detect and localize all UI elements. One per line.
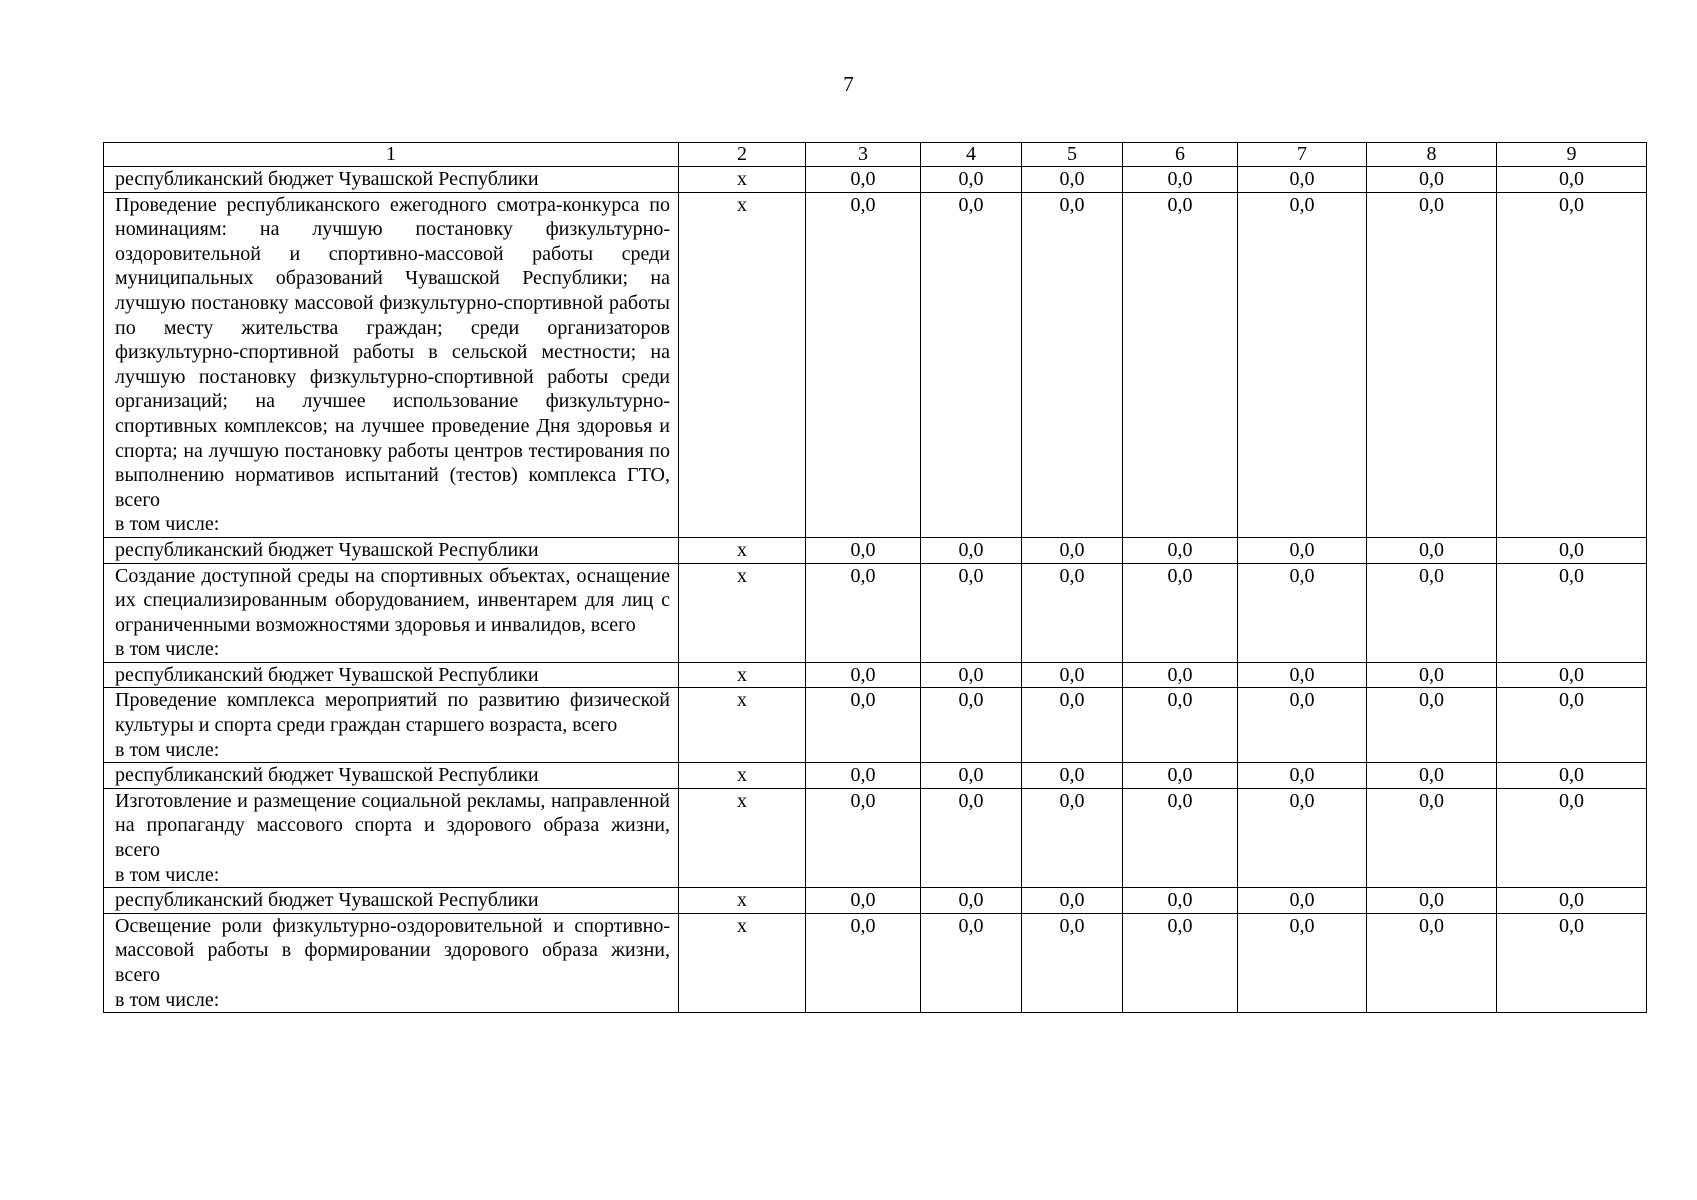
- page-number: 7: [843, 72, 854, 96]
- row-value-cell: 0,0: [1367, 763, 1497, 789]
- row-value-cell: 0,0: [1123, 563, 1238, 662]
- row-value-cell: 0,0: [1238, 888, 1367, 914]
- row-value-cell: 0,0: [1367, 167, 1497, 193]
- row-description: республиканский бюджет Чувашской Республики: [115, 168, 539, 190]
- row-value-cell: 0,0: [1238, 763, 1367, 789]
- row-value-cell: 0,0: [921, 167, 1022, 193]
- row-description: республиканский бюджет Чувашской Республики: [115, 663, 539, 686]
- row-value-cell: 0,0: [1123, 167, 1238, 193]
- row-description: республиканский бюджет Чувашской Республики: [115, 764, 539, 787]
- row-description-cell: [104, 788, 679, 887]
- row-value-cell: 0,0: [1238, 563, 1367, 662]
- row-value-cell: 0,0: [806, 167, 921, 193]
- row-value-cell: 0,0: [921, 688, 1022, 763]
- row-value-cell: 0,0: [921, 662, 1022, 688]
- row-value-cell: 0,0: [1367, 688, 1497, 763]
- row-value-cell: 0,0: [921, 537, 1022, 563]
- row-value-cell: 0,0: [1238, 913, 1367, 1012]
- row-value-cell: 0,0: [1022, 788, 1123, 887]
- row-value-cell: 0,0: [1123, 192, 1238, 537]
- row-sub-label: в том числе:: [115, 988, 220, 1011]
- row-sub-label: в том числе:: [115, 863, 220, 886]
- row-value-cell: 0,0: [1238, 167, 1367, 193]
- row-description: Проведение комплекса мероприятий по развитию физической культуры и спорта среди граждан старшего возраста, всего: [115, 689, 670, 737]
- row-value-cell: 0,0: [1123, 763, 1238, 789]
- row-description-cell: [104, 763, 679, 789]
- row-value-cell: 0,0: [1022, 888, 1123, 914]
- row-description-cell: [104, 662, 679, 688]
- header-cell: 2: [679, 143, 806, 167]
- row-description: Проведение республиканского ежегодного смотра-конкурса по номинациям: на лучшую постановку физкультурно-оздоровительной и спортивно-массовой работы среди муниципальных образований Чувашской Республики; на лучшую постановку массовой физкультурно-спортивной работы по месту жительства граждан; среди организаторов физкультурно-спортивной работы в сельской местности; на лучшую постановку физкультурно-спортивной работы среди организаций; на лучшее использование физкультурно-спортивных комплексов; на лучшее проведение Дня здоровья и спорта; на лучшую постановку работы центров тестирования по выполнению нормативов испытаний (тестов) комплекса ГТО, всего: [115, 193, 670, 511]
- row-value-cell: 0,0: [1367, 913, 1497, 1012]
- row-code-cell: х: [679, 688, 806, 763]
- row-code-cell: х: [679, 888, 806, 914]
- table-row: [104, 537, 1647, 563]
- row-value-cell: 0,0: [806, 563, 921, 662]
- row-value-cell: 0,0: [921, 763, 1022, 789]
- row-description-cell: [104, 167, 679, 193]
- table-row: [104, 888, 1647, 914]
- table-row: [104, 563, 1647, 662]
- row-code-cell: х: [679, 537, 806, 563]
- row-code-cell: х: [679, 167, 806, 193]
- row-value-cell: 0,0: [1497, 688, 1647, 763]
- row-value-cell: 0,0: [1022, 167, 1123, 193]
- row-code-cell: х: [679, 192, 806, 537]
- row-value-cell: 0,0: [1238, 537, 1367, 563]
- header-cell: 4: [921, 143, 1022, 167]
- row-description-cell: [104, 537, 679, 563]
- row-description: республиканский бюджет Чувашской Республики: [115, 538, 539, 561]
- budget-table: [103, 142, 1647, 1013]
- row-value-cell: 0,0: [1497, 537, 1647, 563]
- table-row: [104, 913, 1647, 1012]
- row-value-cell: 0,0: [1238, 662, 1367, 688]
- table-body: [104, 143, 1647, 1013]
- row-value-cell: 0,0: [1238, 788, 1367, 887]
- row-value-cell: 0,0: [806, 192, 921, 537]
- row-value-cell: 0,0: [1367, 788, 1497, 887]
- row-value-cell: 0,0: [1022, 913, 1123, 1012]
- row-value-cell: 0,0: [921, 888, 1022, 914]
- row-value-cell: 0,0: [1497, 913, 1647, 1012]
- row-value-cell: 0,0: [1022, 763, 1123, 789]
- header-cell: 3: [806, 143, 921, 167]
- row-value-cell: 0,0: [1123, 537, 1238, 563]
- row-value-cell: 0,0: [1022, 563, 1123, 662]
- row-value-cell: 0,0: [1497, 192, 1647, 537]
- row-description: республиканский бюджет Чувашской Республики: [115, 889, 539, 912]
- row-description: Создание доступной среды на спортивных объектах, оснащение их специализированным оборудованием, инвентарем для лиц с ограниченными возможностями здоровья и инвалидов, всего: [115, 564, 670, 636]
- row-value-cell: 0,0: [806, 537, 921, 563]
- row-value-cell: 0,0: [921, 563, 1022, 662]
- row-value-cell: 0,0: [806, 788, 921, 887]
- row-value-cell: 0,0: [1367, 563, 1497, 662]
- row-value-cell: 0,0: [806, 888, 921, 914]
- row-code-cell: х: [679, 563, 806, 662]
- row-value-cell: 0,0: [1367, 888, 1497, 914]
- header-cell: 8: [1367, 143, 1497, 167]
- row-value-cell: 0,0: [921, 913, 1022, 1012]
- row-value-cell: 0,0: [1497, 563, 1647, 662]
- row-code-cell: х: [679, 788, 806, 887]
- header-cell: 5: [1022, 143, 1123, 167]
- row-value-cell: 0,0: [1238, 192, 1367, 537]
- row-value-cell: 0,0: [1497, 763, 1647, 789]
- table-row: [104, 167, 1647, 193]
- row-value-cell: 0,0: [1367, 662, 1497, 688]
- header-cell: 9: [1497, 143, 1647, 167]
- row-value-cell: 0,0: [1367, 192, 1497, 537]
- row-value-cell: 0,0: [1367, 537, 1497, 563]
- row-sub-label: в том числе:: [115, 513, 220, 536]
- row-value-cell: 0,0: [1497, 788, 1647, 887]
- header-cell: 1: [104, 143, 679, 167]
- row-code-cell: х: [679, 662, 806, 688]
- row-description-cell: [104, 888, 679, 914]
- row-value-cell: 0,0: [1022, 192, 1123, 537]
- header-cell: 6: [1123, 143, 1238, 167]
- row-value-cell: 0,0: [806, 913, 921, 1012]
- row-description-cell: [104, 563, 679, 662]
- row-sub-label: в том числе:: [115, 738, 220, 761]
- table-row: [104, 192, 1647, 537]
- row-value-cell: 0,0: [806, 662, 921, 688]
- table-row: [104, 662, 1647, 688]
- row-value-cell: 0,0: [806, 688, 921, 763]
- row-value-cell: 0,0: [806, 763, 921, 789]
- table-row: [104, 763, 1647, 789]
- row-description-cell: [104, 192, 679, 537]
- row-description: Изготовление и размещение социальной рекламы, направленной на пропаганду массового спорта и здорового образа жизни, всего: [115, 789, 670, 862]
- row-value-cell: 0,0: [1123, 662, 1238, 688]
- row-description: Освещение роли физкультурно-оздоровительной и спортивно-массовой работы в формировании здорового образа жизни, всего: [115, 914, 670, 986]
- row-sub-label: в том числе:: [115, 638, 220, 661]
- row-description-cell: [104, 913, 679, 1012]
- row-value-cell: 0,0: [1497, 167, 1647, 193]
- row-value-cell: 0,0: [1123, 913, 1238, 1012]
- row-value-cell: 0,0: [1123, 788, 1238, 887]
- header-cell: 7: [1238, 143, 1367, 167]
- table-row: [104, 688, 1647, 763]
- row-code-cell: х: [679, 763, 806, 789]
- row-value-cell: 0,0: [1022, 688, 1123, 763]
- row-value-cell: 0,0: [1022, 537, 1123, 563]
- row-value-cell: 0,0: [1022, 662, 1123, 688]
- table-row: [104, 788, 1647, 887]
- row-value-cell: 0,0: [1497, 662, 1647, 688]
- table-header-row: [104, 143, 1647, 167]
- row-value-cell: 0,0: [1123, 688, 1238, 763]
- row-value-cell: 0,0: [1497, 888, 1647, 914]
- row-value-cell: 0,0: [1123, 888, 1238, 914]
- row-value-cell: 0,0: [921, 192, 1022, 537]
- row-value-cell: 0,0: [921, 788, 1022, 887]
- row-code-cell: х: [679, 913, 806, 1012]
- row-value-cell: 0,0: [1238, 688, 1367, 763]
- row-description-cell: [104, 688, 679, 763]
